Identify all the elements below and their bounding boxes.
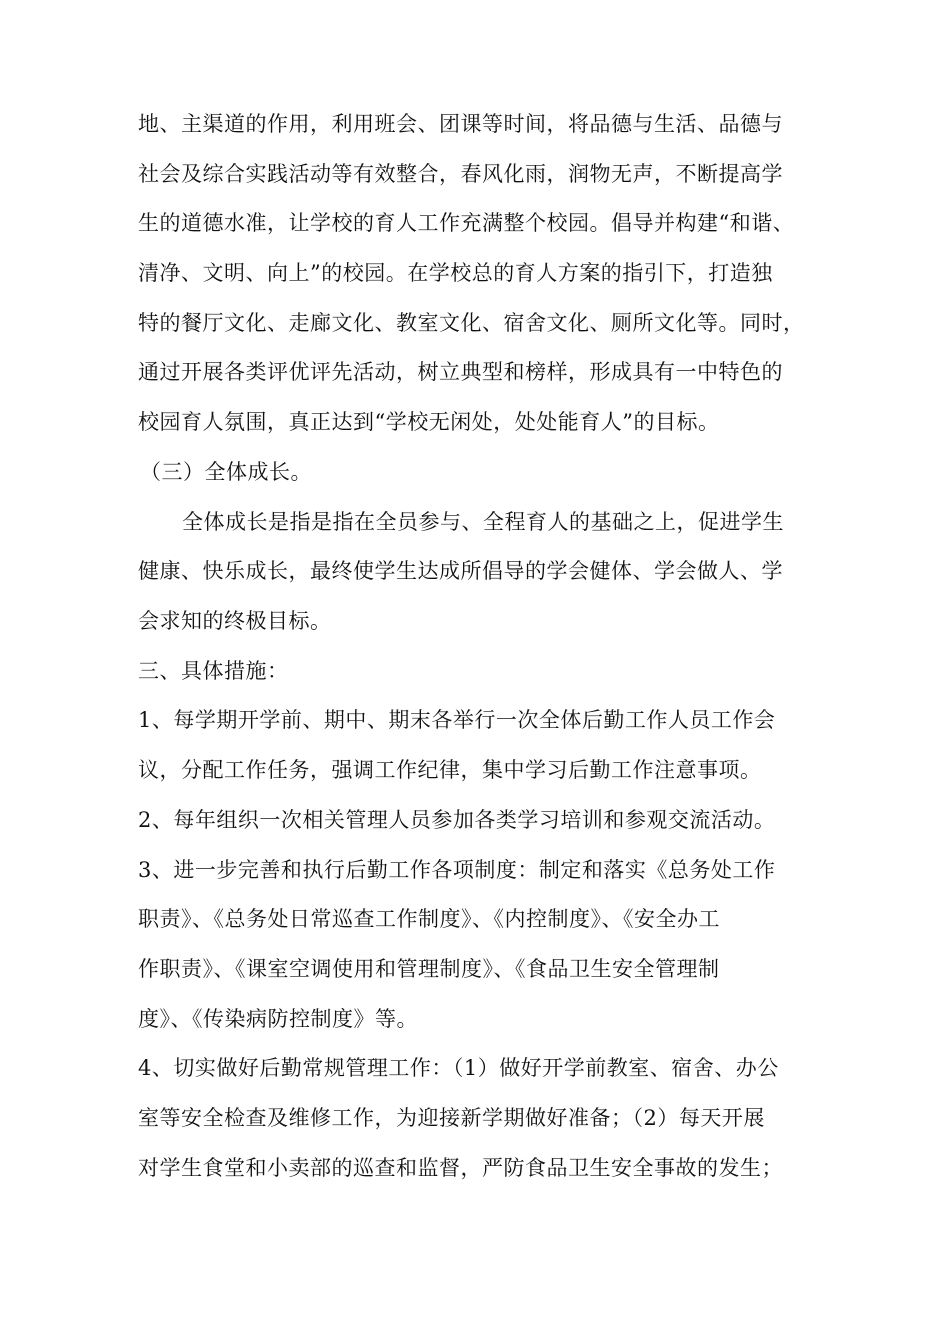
section-heading: （三）全体成长。 (140, 460, 312, 484)
list-item-line: 议，分配工作任务，强调工作纪律，集中学习后勤工作注意事项。 (138, 758, 762, 782)
list-item-line: 室等安全检查及维修工作，为迎接新学期做好准备；（2）每天开展 (138, 1106, 765, 1130)
paragraph-line: 社会及综合实践活动等有效整合，春风化雨，润物无声，不断提高学 (138, 162, 783, 186)
section-heading: 三、具体措施： (138, 659, 289, 683)
list-item-line: 度》、《传染病防控制度》等。 (138, 1007, 418, 1031)
list-item-line: 职责》、《总务处日常巡查工作制度》、《内控制度》、《安全办工 (138, 907, 720, 931)
paragraph-line: 清净、文明、向上”的校园。在学校总的育人方案的指引下，打造独 (138, 261, 773, 285)
list-item-line: 1、每学期开学前、期中、期末各举行一次全体后勤工作人员工作会 (138, 708, 776, 732)
list-item-line: 对学生食堂和小卖部的巡查和监督，严防食品卫生安全事故的发生； (138, 1156, 783, 1180)
paragraph-line: 生的道德水准，让学校的育人工作充满整个校园。倡导并构建“和谐、 (138, 211, 795, 235)
paragraph-line: 会求知的终极目标。 (138, 609, 332, 633)
paragraph-line: 健康、快乐成长，最终使学生达成所倡导的学会健体、学会做人、学 (138, 559, 783, 583)
list-item-line: 作职责》、《课室空调使用和管理制度》、《食品卫生安全管理制 (138, 957, 720, 981)
list-item-line: 3、进一步完善和执行后勤工作各项制度：制定和落实《总务处工作 (138, 858, 776, 882)
paragraph-line: 特的餐厅文化、走廊文化、教室文化、宿舍文化、厕所文化等。同时， (138, 311, 805, 335)
list-item-line: 2、每年组织一次相关管理人员参加各类学习培训和参观交流活动。 (138, 808, 776, 832)
paragraph-line: 地、主渠道的作用，利用班会、团课等时间，将品德与生活、品德与 (138, 112, 783, 136)
paragraph-line: 通过开展各类评优评先活动，树立典型和榜样，形成具有一中特色的 (138, 360, 783, 384)
paragraph-line: 全体成长是指是指在全员参与、全程育人的基础之上，促进学生 (182, 510, 784, 534)
list-item-line: 4、切实做好后勤常规管理工作：（1）做好开学前教室、宿舍、办公 (138, 1056, 779, 1080)
paragraph-line: 校园育人氛围，真正达到“学校无闲处，处处能育人”的目标。 (138, 410, 720, 434)
